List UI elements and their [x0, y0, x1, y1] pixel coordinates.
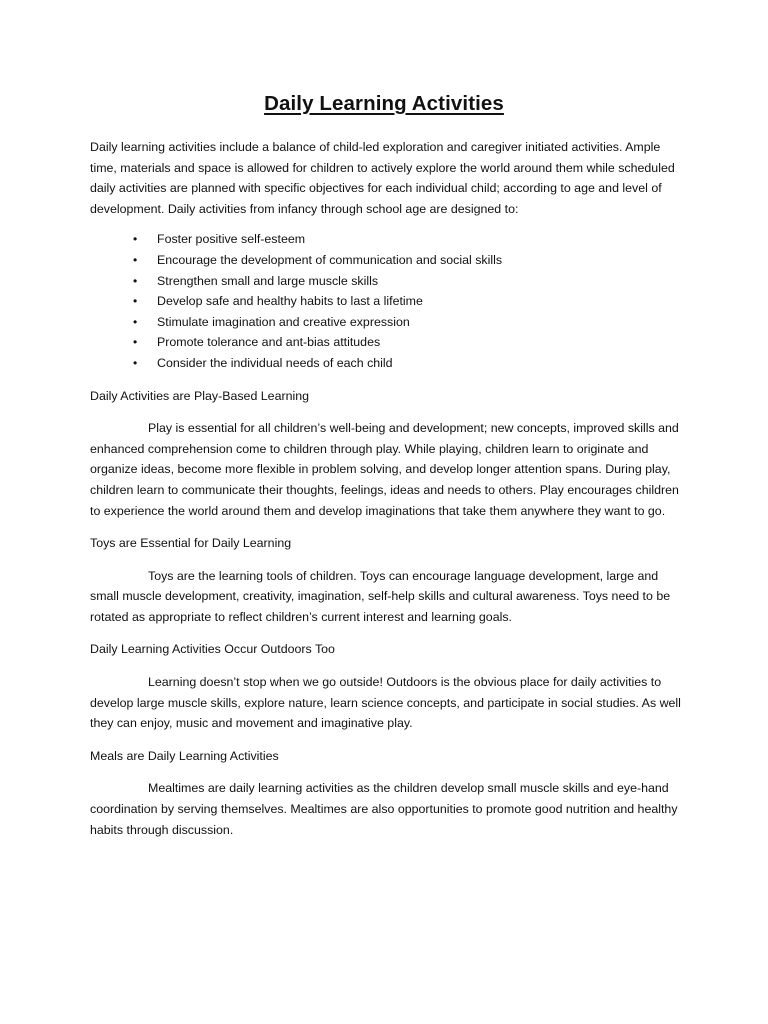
bullet-icon: •	[133, 232, 138, 247]
document-body	[90, 137, 690, 840]
section-body-play: Play is essential for all children’s well-being and development; new concepts, improved skills and enhanced comprehension come to children through play. While playing, children learn to originate and organize ideas, become more flexible in problem solving, and develop longer attention spans. During play, children learn to communicate their thoughts, feelings, ideas and needs to others. Play encourages children to experience the world around them and develop imaginations that take them anywhere they want to go.	[90, 421, 679, 518]
list-item	[90, 271, 690, 292]
list-item	[90, 291, 690, 312]
list-item-text: Consider the individual needs of each child	[157, 355, 393, 370]
list-item-text: Strengthen small and large muscle skills	[157, 273, 379, 288]
section-heading-meals: Meals are Daily Learning Activities	[90, 748, 279, 763]
bullet-icon: •	[133, 273, 138, 288]
bullet-icon: •	[133, 355, 138, 370]
list-item	[90, 312, 690, 333]
bullet-icon: •	[133, 335, 138, 350]
list-item-text: Stimulate imagination and creative expression	[157, 314, 410, 329]
list-item	[90, 250, 690, 271]
list-item	[90, 353, 690, 374]
bullet-icon: •	[133, 252, 138, 267]
section-body-outdoors: Learning doesn’t stop when we go outside! Outdoors is the obvious place for daily activities to develop large muscle skills, explore nature, learn science concepts, and participate in social studies. As well they can enjoy, music and movement and imaginative play.	[90, 675, 681, 731]
section-heading-toys: Toys are Essential for Daily Learning	[90, 536, 292, 551]
section-heading-play: Daily Activities are Play-Based Learning	[90, 388, 310, 403]
intro-paragraph: Daily learning activities include a balance of child-led exploration and caregiver initiated activities. Ample time, materials and space is allowed for children to actively explore the world around them while scheduled daily activities are planned with specific objectives for each individual child; according to age and level of development. Daily activities from infancy through school age are designed to:	[90, 140, 675, 216]
list-item	[90, 332, 690, 353]
section-body-meals: Mealtimes are daily learning activities as the children develop small muscle skills and eye-hand coordination by serving themselves. Mealtimes are also opportunities to promote good nutrition and healthy habits through discussion.	[90, 781, 678, 837]
page-title: Daily Learning Activities	[264, 92, 504, 115]
list-item	[90, 229, 690, 250]
list-item-text: Foster positive self-esteem	[157, 232, 306, 247]
list-item-text: Develop safe and healthy habits to last a lifetime	[157, 294, 423, 309]
section-body-toys: Toys are the learning tools of children. Toys can encourage language development, large and small muscle development, creativity, imagination, self-help skills and cultural awareness. Toys need to be rotated as appropriate to reflect children’s current interest and learning goals.	[90, 568, 671, 624]
bullet-icon: •	[133, 294, 138, 309]
bullet-icon: •	[133, 314, 138, 329]
list-item-text: Encourage the development of communication and social skills	[157, 252, 503, 267]
section-heading-outdoors: Daily Learning Activities Occur Outdoors Too	[90, 642, 335, 657]
objectives-list	[90, 229, 690, 373]
list-item-text: Promote tolerance and ant-bias attitudes	[157, 335, 381, 350]
